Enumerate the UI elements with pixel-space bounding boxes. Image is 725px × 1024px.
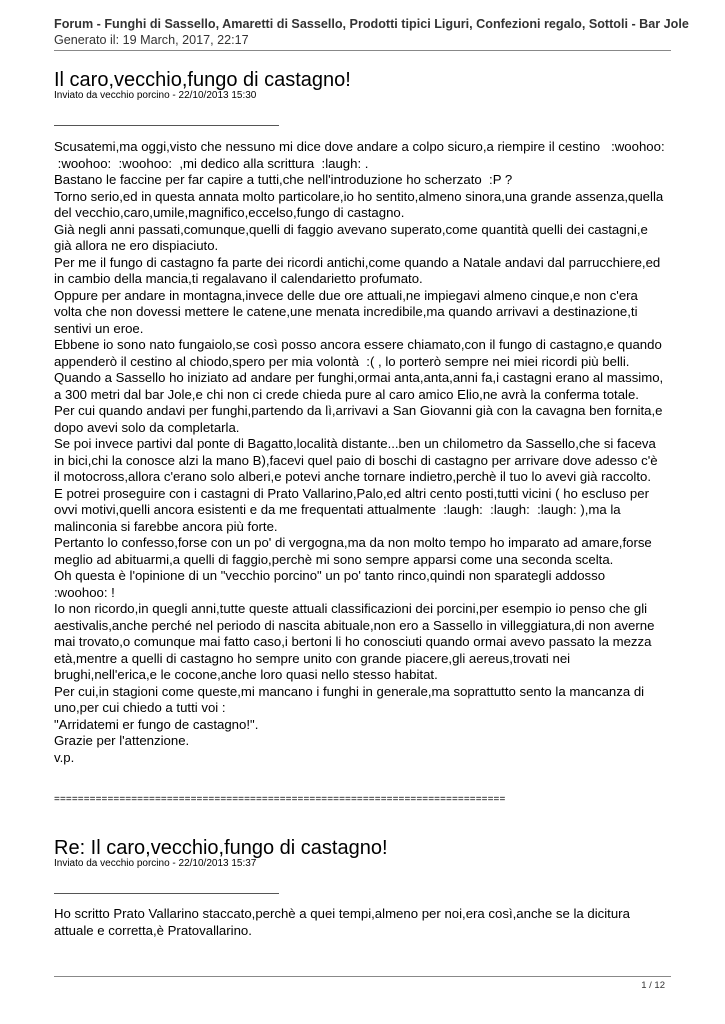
post-text-line: Ebbene io sono nato fungaiolo,se così posso ancora essere chiamato,con il fungo di castagno,e quando	[54, 337, 662, 352]
post-separator: ============================================================================	[54, 794, 506, 805]
post-text-line: malinconia si farebbe ancora più forte.	[54, 518, 278, 534]
post-text-line: :woohoo: :woohoo: ,mi dedico alla scrittura :laugh: .	[54, 155, 369, 171]
post-text-line: in bici,chi la conosce alzi la mano B),facevi quel paio di boschi di castagno per arrivare dove adesso c'è	[54, 452, 658, 468]
post-text-line: Per cui quando andavi per funghi,partendo da lì,arrivavi a San Giovanni già con la cavagna ben fornita,e	[54, 403, 663, 418]
post-body	[54, 906, 674, 939]
post-text-line: volta che non dovessi mettere le catene,une menata incredibile,ma quando arrivavi a destinazione,ti	[54, 304, 638, 319]
post-title-underline	[54, 893, 279, 894]
post-text-line: mai trovato,o comunque mai fatto caso,i bertoni li ho conosciuti quando ormai avevo passato la mezza	[54, 634, 652, 649]
post-text-line: Torno serio,ed in questa annata molto particolare,io ho sentito,almeno sinora,una grande assenza,quella	[54, 188, 664, 204]
post-meta: Inviato da vecchio porcino - 22/10/2013 15:30	[54, 90, 257, 101]
post-text-line: appenderò il cestino al chiodo,spero per mia volontà :( , lo porterò sempre nei miei ricordi più belli.	[54, 353, 630, 369]
post-body	[54, 139, 674, 766]
post-text-line: il motocross,allora c'erano solo alberi,e potevi anche tornare indietro,perchè il tuo lo avevi già raccolto.	[54, 469, 652, 484]
post-text-line: Grazie per l'attenzione.	[54, 733, 190, 748]
footer-divider	[54, 976, 671, 977]
post-text-line: Ho scritto Prato Vallarino staccato,perchè a quei tempi,almeno per noi,era così,anche se la dicitura	[54, 906, 630, 921]
page-number: 1 / 12	[641, 980, 665, 991]
post-text-line: ovvi motivi,quelli ancora esistenti e da me frequentati attualmente :laugh: :laugh: :laugh: ),ma la	[54, 502, 621, 517]
post-text-line: sentivi un eroe.	[54, 320, 144, 336]
post-text-line: "Arridatemi er fungo de castagno!".	[54, 716, 259, 732]
post-text-line: Per cui,in stagioni come queste,mi mancano i funghi in generale,ma soprattutto sento la mancanza di	[54, 683, 645, 699]
post-text-line: uno,per cui chiedo a tutti voi :	[54, 700, 226, 715]
document-header	[54, 16, 725, 48]
forum-post	[54, 70, 674, 126]
post-text-line: dopo avevi solo da completarla.	[54, 419, 240, 435]
post-text-line: Se poi invece partivi dal ponte di Bagatto,località distante...ben un chilometro da Sassello,che si faceva	[54, 436, 656, 451]
post-text-line: Io non ricordo,in quegli anni,tutte queste attuali classificazioni dei porcini,per esempio io penso che gli	[54, 601, 648, 616]
post-text-line: Oh questa è l'opinione di un "vecchio porcino" un po' tanto rinco,quindi non sparategli addosso	[54, 568, 606, 583]
post-meta: Inviato da vecchio porcino - 22/10/2013 15:37	[54, 858, 257, 869]
post-text-line: attuale e corretta,è Pratovallarino.	[54, 922, 252, 938]
generated-date: Generato il: 19 March, 2017, 22:17	[54, 33, 249, 47]
post-text-line: Pertanto lo confesso,forse con un po' di vergogna,ma da non molto tempo ho imparato ad amare,forse	[54, 535, 652, 550]
post-title: Il caro,vecchio,fungo di castagno!	[54, 69, 351, 91]
post-text-line: età,mentre a quelli di castagno ho sempre unito con grande piacere,gli aereus,trovati nei	[54, 650, 571, 666]
post-text-line: meglio ad abituarmi,a quelli di faggio,perchè mi sono sempre apparsi come una seconda scelta.	[54, 551, 614, 567]
post-text-line: :woohoo: !	[54, 584, 115, 600]
post-text-line: Bastano le faccine per far capire a tutti,che nell'introduzione ho scherzato :P ?	[54, 172, 513, 187]
post-text-line: E potrei proseguire con i castagni di Prato Vallarino,Palo,ed altri cento posti,tutti vicini ( ho escluso per	[54, 485, 649, 501]
post-title-underline	[54, 125, 279, 126]
post-text-line: Scusatemi,ma oggi,visto che nessuno mi dice dove andare a colpo sicuro,a riempire il cestino :woohoo:	[54, 139, 665, 154]
post-text-line: aestivalis,anche perché nel periodo di nascita abituale,non ero a Sassello in villeggiatura,di non averne	[54, 617, 655, 633]
header-title: Forum - Funghi di Sassello, Amaretti di Sassello, Prodotti tipici Liguri, Confezioni regalo, Sottoli - Bar Jole	[54, 17, 689, 31]
post-text-line: a 300 metri dal bar Jole,e chi non ci crede chieda pure al caro amico Elio,ne avrà la conferma totale.	[54, 386, 639, 402]
post-text-line: in cambio della mancia,ti regalavano il calendarietto profumato.	[54, 271, 423, 286]
post-text-line: Già negli anni passati,comunque,quelli di faggio avevano superato,come quantità quelli dei castagni,e	[54, 221, 648, 237]
post-text-line: del vecchio,caro,umile,magnifico,eccelso,fungo di castagno.	[54, 205, 405, 220]
post-text-line: Oppure per andare in montagna,invece delle due ore attuali,ne impiegavi almeno cinque,e non c'era	[54, 287, 638, 303]
post-text-line: già allora ne ero dispiaciuto.	[54, 238, 219, 253]
forum-post	[54, 838, 674, 894]
header-divider	[54, 50, 671, 51]
post-text-line: Per me il fungo di castagno fa parte dei ricordi antichi,come quando a Natale andavi dal parrucchiere,ed	[54, 254, 661, 270]
post-text-line: v.p.	[54, 749, 75, 765]
post-text-line: Quando a Sassello ho iniziato ad andare per funghi,ormai anta,anta,anni fa,i castagni erano al massimo,	[54, 370, 664, 385]
post-text-line: brughi,nell'erica,e le cocone,anche loro quasi nello stesso habitat.	[54, 667, 438, 682]
post-title: Re: Il caro,vecchio,fungo di castagno!	[54, 837, 388, 859]
